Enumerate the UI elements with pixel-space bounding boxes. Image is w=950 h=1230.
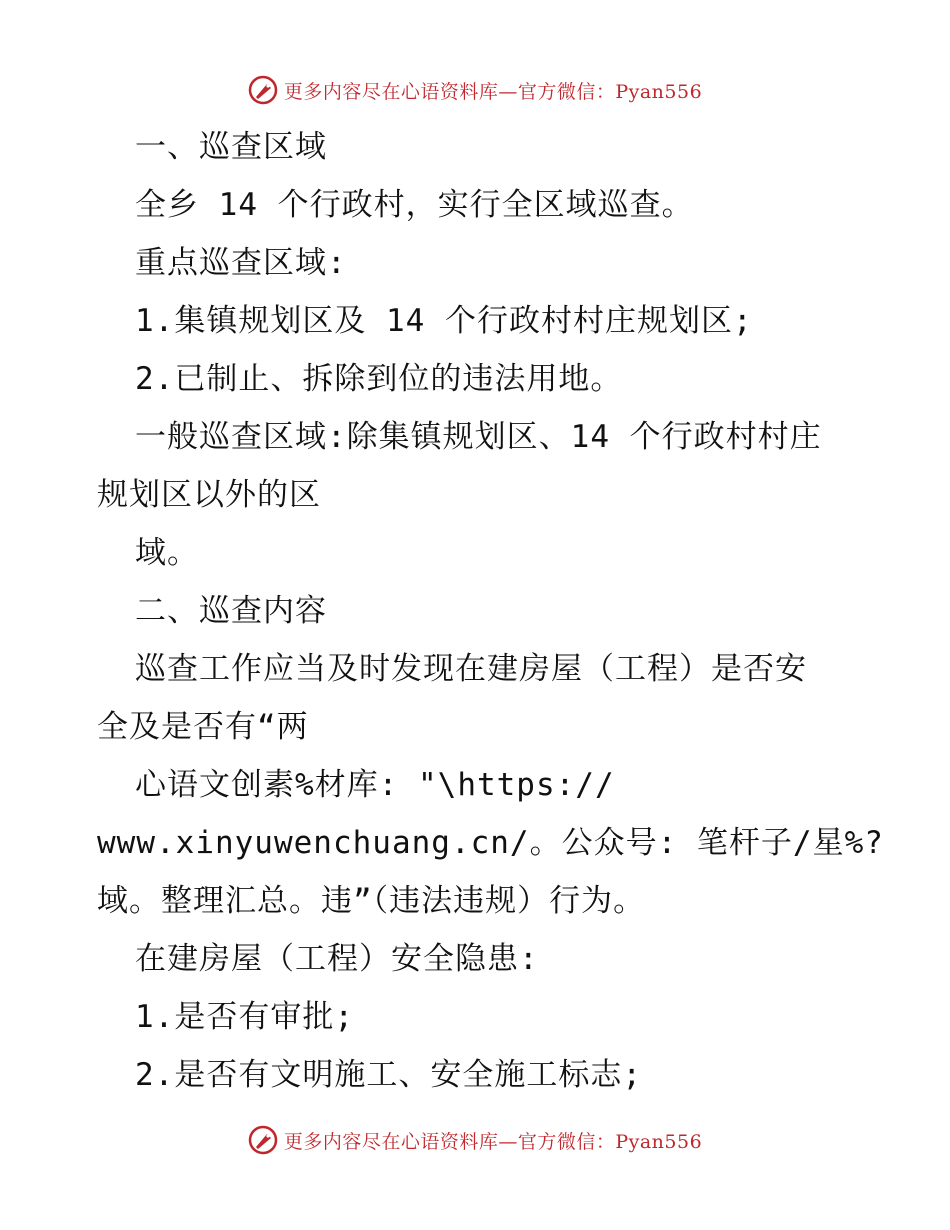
text-line: 重点巡查区域: — [135, 245, 347, 281]
text-line: www.xinyuwenchuang.cn/。公众号: 笔杆子/星%? — [97, 825, 884, 861]
text-line: 域。 — [135, 535, 199, 571]
text-line: 1.是否有审批; — [135, 999, 354, 1035]
text-line: 域。整理汇总。违”（违法违规）行为。 — [97, 883, 646, 919]
text-line: 1.集镇规划区及 14 个行政村村庄规划区; — [135, 303, 753, 339]
watermark-text: 更多内容尽在心语资料库—官方微信：Pyan556 — [283, 1130, 703, 1153]
document-body — [97, 118, 884, 1104]
text-line: 规划区以外的区 — [97, 477, 321, 513]
text-line: 全及是否有“两 — [97, 709, 309, 745]
watermark-text: 更多内容尽在心语资料库—官方微信：Pyan556 — [283, 80, 703, 103]
footer-watermark — [0, 1120, 950, 1160]
text-line: 一般巡查区域:除集镇规划区、14 个行政村村庄 — [135, 419, 822, 455]
text-line: 全乡 14 个行政村，实行全区域巡查。 — [135, 187, 694, 223]
text-line: 二、巡查内容 — [135, 593, 327, 629]
header-watermark — [0, 70, 950, 110]
text-line: 一、巡查区域 — [135, 129, 327, 165]
text-line: 在建房屋（工程）安全隐患: — [135, 941, 539, 977]
pen-nib-logo-icon — [248, 1125, 278, 1155]
text-line: 2.已制止、拆除到位的违法用地。 — [135, 361, 623, 397]
text-line: 心语文创素%材库: "\https:// — [135, 767, 615, 803]
pen-nib-logo-icon — [248, 75, 278, 105]
text-line: 巡查工作应当及时发现在建房屋（工程）是否安 — [135, 651, 807, 687]
text-line: 2.是否有文明施工、安全施工标志; — [135, 1057, 642, 1093]
